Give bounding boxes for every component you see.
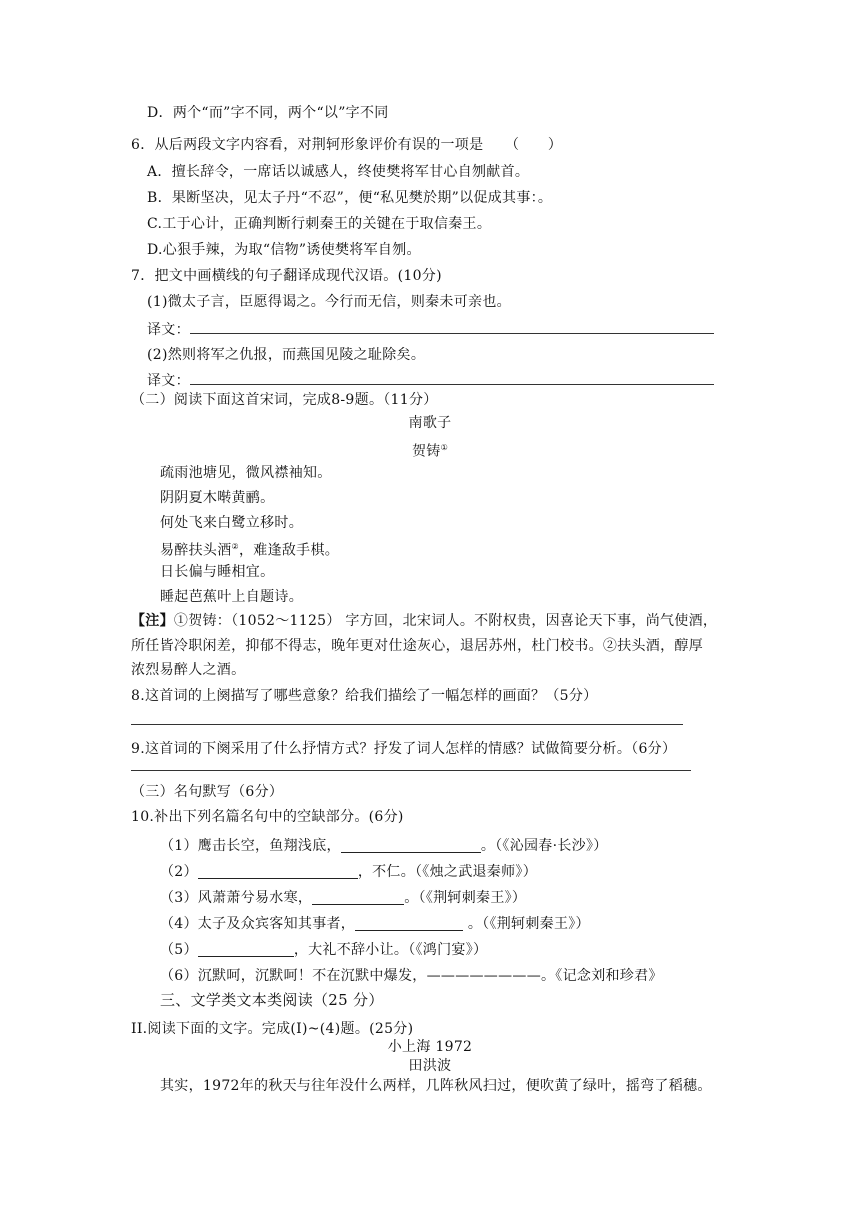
- fill-item-3: （3）风萧萧兮易水寒， 。（《荆轲刺秦王》）: [160, 890, 527, 906]
- poem-note-line-1: 【注】①贺铸：（1052～1125） 字方回，北宋词人。不附权贵，因喜论天下事，尚气使酒，: [131, 613, 718, 629]
- fill-item-4: （4）太子及众宾客知其事者， 。（《荆轲刺秦王》）: [160, 916, 590, 932]
- q7-answer-line-1[interactable]: [190, 333, 714, 334]
- fill-blank-2[interactable]: [198, 864, 358, 879]
- q8-answer-line[interactable]: [131, 724, 683, 725]
- q9-stem: 9.这首词的下阕采用了什么抒情方式？抒发了词人怎样的情感？试做简要分析。（6分）: [131, 741, 677, 757]
- q6-option-a: A．擅长辞令，一席话以诚感人，终使樊将军甘心自刎献首。: [147, 164, 530, 180]
- fill-item-1: （1）鹰击长空，鱼翔浅底， 。（《沁园春·长沙》）: [160, 838, 608, 854]
- q7-answer-line-2[interactable]: [190, 384, 714, 385]
- section3-heading: （三）名句默写（6分）: [131, 784, 284, 800]
- article-title: 小上海 1972: [387, 1039, 473, 1055]
- fill-item-6: （6）沉默呵，沉默呵！不在沉默中爆发，————————。《记念刘和珍君》: [160, 968, 663, 984]
- q10-stem: 10.补出下列名篇名句中的空缺部分。(6分): [131, 809, 404, 825]
- fill-blank-5[interactable]: [198, 942, 294, 957]
- fill-item-5: （5） ，大礼不辞小让。（《鸿门宴》）: [160, 942, 488, 958]
- fill-blank-3[interactable]: [312, 890, 404, 905]
- poem-title: 南歌子: [408, 415, 452, 431]
- article-author: 田洪波: [408, 1058, 452, 1074]
- poem-line-6: 睡起芭蕉叶上自题诗。: [160, 589, 303, 605]
- note-mark-2: ②: [231, 542, 239, 551]
- q8-stem: 8.这首词的上阕描写了哪些意象？给我们描绘了一幅怎样的画面？（5分）: [131, 688, 598, 704]
- q7-stem: 7．把文中画横线的句子翻译成现代汉语。(10分): [131, 268, 442, 284]
- poem-line-3: 何处飞来白鹭立移时。: [160, 515, 303, 531]
- poem-note-line-3: 浓烈易醉人之酒。: [131, 662, 246, 678]
- fill-blank-1[interactable]: [341, 838, 481, 853]
- q9-answer-line[interactable]: [131, 770, 691, 771]
- fill-blank-4[interactable]: [355, 916, 463, 931]
- poet-name: 贺铸①: [411, 443, 449, 460]
- q6-option-b: B．果断坚决，见太子丹“不忍”，便“私见樊於期”以促成其事：。: [147, 190, 553, 206]
- q6-option-c: C.工于心计，正确判断行刺秦王的关键在于取信秦王。: [147, 216, 492, 232]
- q6-stem: 6．从后两段文字内容看，对荆轲形象评价有误的一项是 （ ）: [131, 137, 563, 153]
- part3-heading: 三、文学类文本类阅读（25 分）: [160, 991, 384, 1009]
- section2-heading: （二）阅读下面这首宋词，完成8-9题。（11分）: [131, 392, 438, 408]
- fill-item-2: （2） ，不仁。（《烛之武退秦师》）: [160, 864, 538, 880]
- q7-sentence-2: (2)然则将军之仇报，而燕国见陵之耻除矣。: [147, 347, 426, 363]
- poem-line-2: 阴阴夏木啭黄鹂。: [160, 490, 275, 506]
- q11-stem: II.阅读下面的文字。完成(I)~(4)题。(25分): [131, 1021, 414, 1037]
- q5-option-d: D．两个“而”字不同，两个“以”字不同: [147, 105, 389, 121]
- poem-note-line-2: 所任皆冷职闲差，抑郁不得志，晚年更对仕途灰心，退居苏州，杜门校书。②扶头酒，醇厚: [131, 638, 703, 654]
- poem-line-4: 易醉扶头酒②，难逢敌手棋。: [160, 542, 340, 559]
- note-label: 【注】: [131, 613, 174, 629]
- q7-translation-label-2: 译文：: [147, 373, 190, 389]
- poem-line-5: 日长偏与睡相宜。: [160, 564, 275, 580]
- poem-line-1: 疏雨池塘见，微风襟袖知。: [160, 465, 332, 481]
- q6-option-d: D.心狠手辣，为取“信物”诱使樊将军自刎。: [147, 242, 421, 258]
- q7-translation-label-1: 译文：: [147, 322, 190, 338]
- note-mark-1: ①: [440, 443, 449, 452]
- article-paragraph-1: 其实，1972年的秋天与往年没什么两样，几阵秋风扫过，便吹黄了绿叶，摇弯了稻穗。: [160, 1078, 712, 1094]
- q7-sentence-1: (1)微太子言，臣愿得谒之。今行而无信，则秦未可亲也。: [147, 294, 511, 310]
